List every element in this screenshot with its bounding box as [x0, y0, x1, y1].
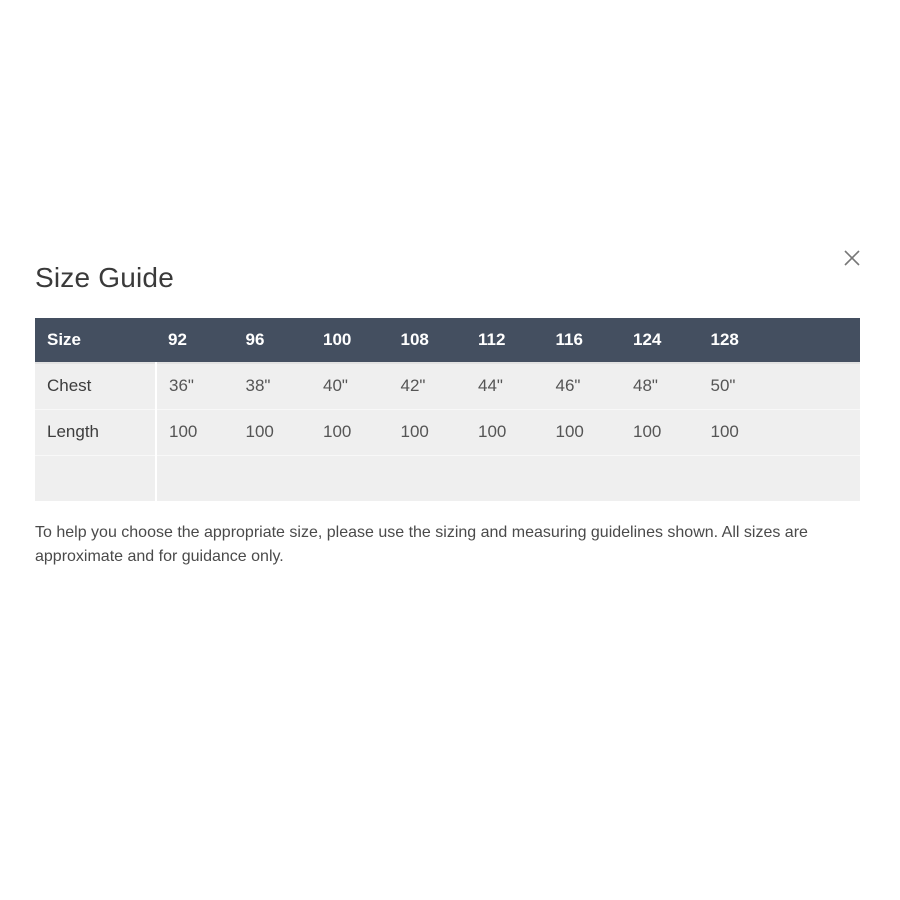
table-cell: 100 — [699, 409, 777, 455]
table-cell: 100 — [234, 409, 312, 455]
table-cell: 42" — [389, 363, 467, 409]
table-cell — [311, 455, 389, 501]
header-spacer — [776, 318, 860, 363]
table-header-row — [35, 318, 860, 363]
row-label-chest: Chest — [35, 363, 156, 409]
table-row-length — [35, 409, 860, 455]
table-cell: 100 — [621, 409, 699, 455]
header-size-128: 128 — [710, 330, 739, 349]
page-title: Size Guide — [35, 262, 174, 293]
table-cell: 36" — [156, 363, 234, 409]
table-cell — [156, 455, 234, 501]
size-guide-note: To help you choose the appropriate size, please use the sizing and measuring guidelines shown. All sizes are approximate and for guidance only. — [35, 524, 808, 565]
table-cell: 100 — [466, 409, 544, 455]
row-label-length: Length — [35, 409, 156, 455]
header-size-108: 108 — [400, 330, 429, 349]
close-icon — [843, 249, 861, 267]
table-cell: 38" — [234, 363, 312, 409]
header-size-124: 124 — [633, 330, 662, 349]
table-cell: 50" — [699, 363, 777, 409]
header-size-92: 92 — [168, 330, 187, 349]
table-cell-spacer — [776, 455, 860, 501]
table-cell: 100 — [389, 409, 467, 455]
table-cell — [234, 455, 312, 501]
table-row-chest — [35, 363, 860, 409]
table-cell: 44" — [466, 363, 544, 409]
table-cell — [389, 455, 467, 501]
header-size-label: Size — [47, 330, 82, 349]
table-row-empty — [35, 455, 860, 501]
table-cell-spacer — [776, 363, 860, 409]
row-label-empty — [35, 455, 156, 501]
table-cell: 40" — [311, 363, 389, 409]
header-size-116: 116 — [555, 330, 583, 349]
size-table — [35, 318, 860, 501]
table-cell-spacer — [776, 409, 860, 455]
table-cell — [544, 455, 622, 501]
header-size-96: 96 — [245, 330, 265, 349]
table-cell: 46" — [544, 363, 622, 409]
header-size-112: 112 — [478, 330, 506, 349]
header-size-100: 100 — [323, 330, 352, 349]
close-button[interactable] — [840, 246, 864, 270]
table-cell — [621, 455, 699, 501]
table-cell — [466, 455, 544, 501]
table-cell: 48" — [621, 363, 699, 409]
table-cell: 100 — [544, 409, 622, 455]
table-cell — [699, 455, 777, 501]
table-cell: 100 — [311, 409, 389, 455]
table-cell: 100 — [156, 409, 234, 455]
